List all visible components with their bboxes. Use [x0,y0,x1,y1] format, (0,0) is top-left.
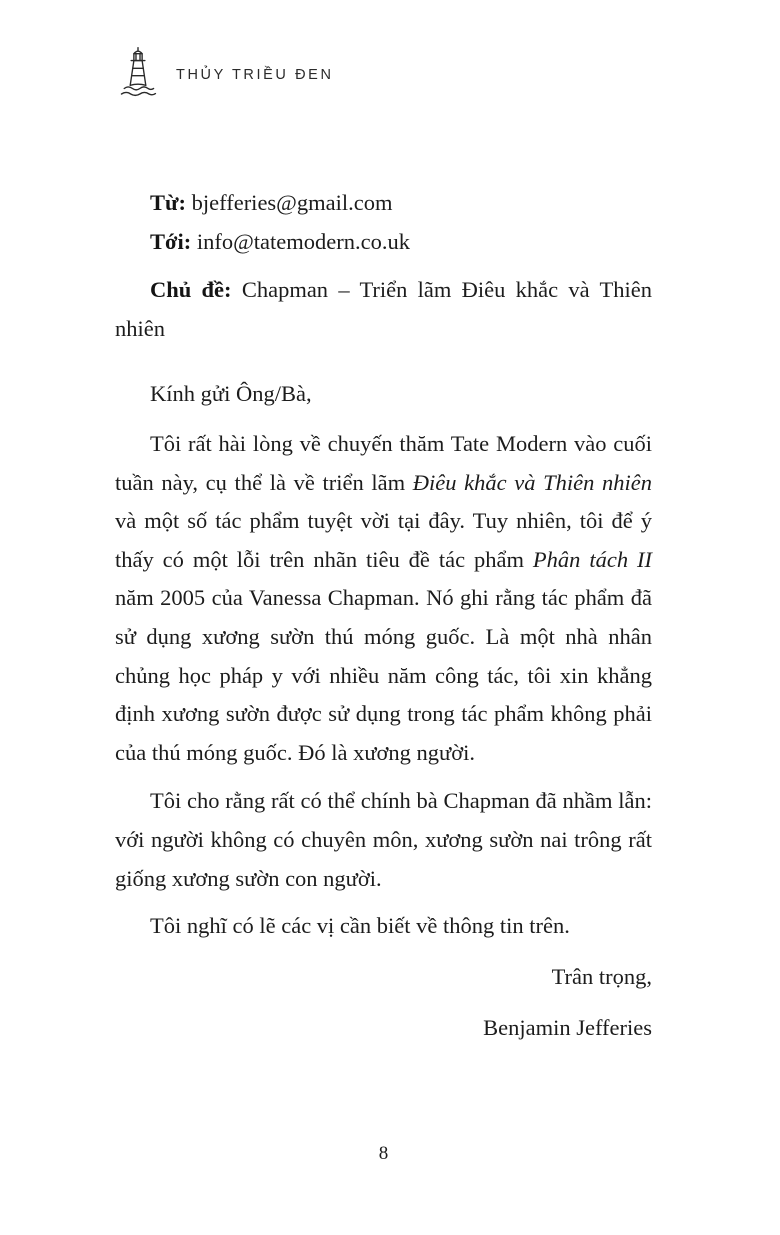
to-value: info@tatemodern.co.uk [196,228,411,254]
email-letter [115,184,652,1048]
paragraph-1-text: năm 2005 của Vanessa Chapman. Nó ghi rằng tác phẩm đã sử dụng xương sườn thú móng guốc. Là một nhà nhân chủng học pháp y với nhiều năm công tác, tôi xin khẳng định xương sườn được sử dụng trong tác phẩm không phải của thú móng guốc. Đó là xương người. [115,585,652,765]
email-subject-line [115,271,652,348]
paragraph-2: Tôi cho rằng rất có thể chính bà Chapman đã nhầm lẫn: với người không có chuyên môn, xương sườn nai trông rất giống xương sườn con người. [115,788,652,891]
signature-closing: Trân trọng, [551,963,652,989]
signature-block [115,958,652,1048]
salutation: Kính gửi Ông/Bà, [150,381,312,407]
paragraph-1-text: Tôi rất hài lòng về chuyến thăm Tate Modern vào cuối tuần này, cụ thể là về triển lãm [115,430,652,495]
paragraph-3: Tôi nghĩ có lẽ các vị cần biết về thông tin trên. [150,913,570,939]
email-from-line [115,184,652,223]
signature-name: Benjamin Jefferies [483,1015,652,1041]
from-label: Từ: [150,190,187,215]
email-to-line [115,223,652,262]
subject-value: Chapman – Triển lãm Điêu khắc và Thiên nhiên [115,277,652,341]
exhibition-title-italic: Điêu khắc và Thiên nhiên [412,469,653,495]
running-title: THỦY TRIỀU ĐEN [176,67,334,83]
subject-label: Chủ đề: [150,277,232,303]
lighthouse-icon [116,44,160,100]
running-header [116,44,334,100]
page-number: 8 [378,1143,389,1164]
to-label: Tới: [150,228,192,254]
artwork-title-italic: Phân tách II [532,546,652,572]
paragraph-1 [115,425,652,772]
paragraph-1-text: và một số tác phẩm tuyệt vời tại đây. Tuy nhiên, tôi để ý thấy có một lỗi trên nhãn tiêu đề tác phẩm [115,508,652,572]
from-value: bjefferies@gmail.com [191,190,393,215]
